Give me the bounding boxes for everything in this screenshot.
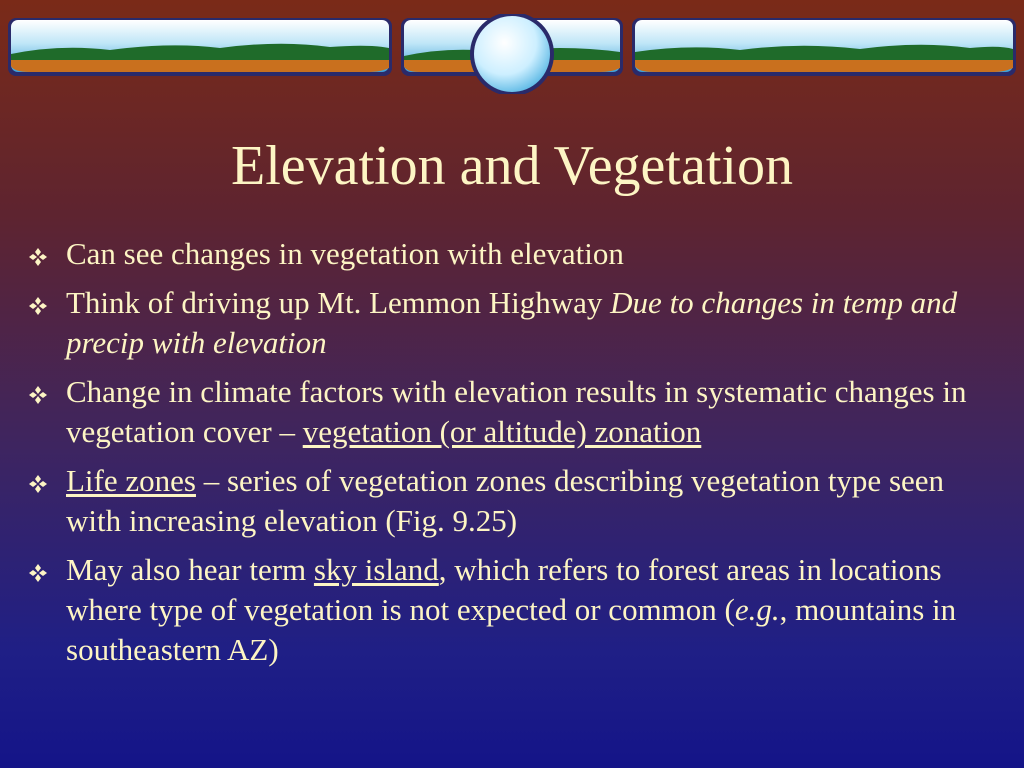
bullet-text: , which refers to forest areas in locations where type of vegetation is not expected or common (: [66, 552, 942, 627]
term-link-life-zones[interactable]: Life zones: [66, 463, 196, 498]
diamond-quad-icon: [28, 563, 48, 583]
bullet-text-italic: e.g.: [734, 592, 780, 627]
bullet-text: Think of driving up Mt. Lemmon Highway: [66, 285, 611, 320]
banner-panel-left: [8, 18, 392, 76]
banner-panel-right: [632, 18, 1016, 76]
bullet-text: Change in climate factors with elevation results in systematic changes in vegetation cover –: [66, 374, 967, 449]
banner-panel-center: [401, 14, 623, 94]
term-link-zonation[interactable]: vegetation (or altitude) zonation: [302, 414, 702, 449]
bullet-text: Can see changes in vegetation with elevation: [66, 236, 624, 271]
bullet-text: – series of vegetation zones describing vegetation type seen with increasing elevation (Fig. 9.25): [66, 463, 945, 538]
bullet-item: [0, 372, 1024, 452]
bullet-list: [0, 234, 1024, 679]
bullet-text-italic: Due to changes in temp and precip with elevation: [66, 285, 958, 360]
bullet-item: [0, 461, 1024, 541]
header-banner: [0, 14, 1024, 94]
term-link-sky-island[interactable]: sky island: [313, 552, 439, 587]
slide-title: Elevation and Vegetation: [231, 135, 793, 197]
diamond-quad-icon: [28, 296, 48, 316]
bullet-item: [0, 234, 1024, 274]
bullet-item: [0, 550, 1024, 670]
bullet-text: , mountains in southeastern AZ): [66, 592, 957, 667]
bullet-text: May also hear term: [66, 552, 314, 587]
landscape-banner-graphic: [0, 14, 1024, 94]
diamond-quad-icon: [28, 247, 48, 267]
diamond-quad-icon: [28, 474, 48, 494]
bullet-item: [0, 283, 1024, 363]
diamond-quad-icon: [28, 385, 48, 405]
